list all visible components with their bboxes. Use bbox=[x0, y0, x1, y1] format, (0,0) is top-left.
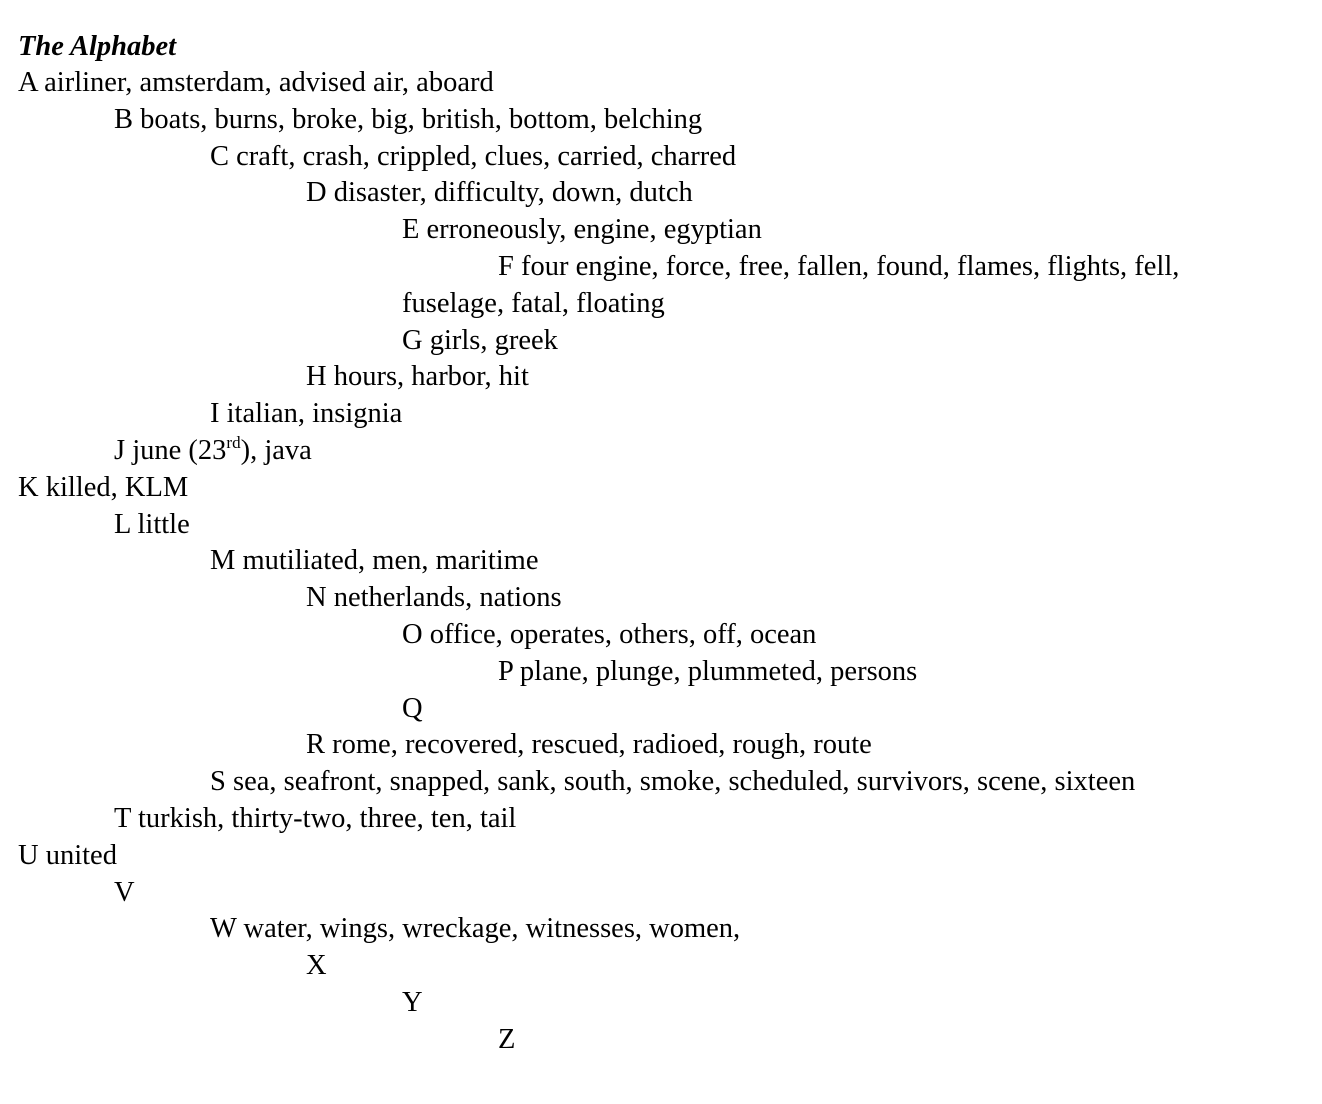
line-h: H hours, harbor, hit bbox=[306, 361, 529, 393]
line-x: X bbox=[306, 950, 327, 982]
line-y: Y bbox=[402, 986, 423, 1018]
line-j bbox=[18, 433, 1308, 470]
line-u: U united bbox=[18, 839, 117, 871]
line-i: I italian, insignia bbox=[210, 398, 403, 430]
line-c: C craft, crash, crippled, clues, carried, charred bbox=[210, 140, 737, 172]
line-m: M mutiliated, men, maritime bbox=[210, 545, 539, 577]
line-j-post: ), java bbox=[240, 434, 312, 466]
line-w: W water, wings, wreckage, witnesses, women, bbox=[210, 913, 741, 945]
line-v: V bbox=[114, 876, 135, 908]
line-k: K killed, KLM bbox=[18, 471, 189, 503]
line-o: O office, operates, others, off, ocean bbox=[402, 618, 817, 650]
line-t: T turkish, thirty-two, three, ten, tail bbox=[114, 802, 517, 834]
line-q: Q bbox=[402, 692, 423, 724]
line-f-continued: fuselage, fatal, floating bbox=[402, 287, 665, 319]
line-j-pre: J june (23 bbox=[114, 434, 227, 466]
line-p: P plane, plunge, plummeted, persons bbox=[498, 655, 918, 687]
line-g: G girls, greek bbox=[402, 324, 558, 356]
line-f: F four engine, force, free, fallen, found, flames, flights, fell, bbox=[498, 250, 1180, 282]
line-l: L little bbox=[114, 508, 190, 540]
line-r: R rome, recovered, rescued, radioed, rough, route bbox=[306, 729, 872, 761]
document-title: The Alphabet bbox=[18, 31, 177, 62]
line-e: E erroneously, engine, egyptian bbox=[402, 214, 762, 246]
document-body bbox=[18, 28, 1308, 1059]
line-j-superscript: rd bbox=[226, 432, 241, 452]
line-a: A airliner, amsterdam, advised air, aboard bbox=[18, 67, 494, 98]
line-n: N netherlands, nations bbox=[306, 582, 562, 614]
line-z: Z bbox=[498, 1023, 516, 1055]
line-s: S sea, seafront, snapped, sank, south, smoke, scheduled, survivors, scene, sixteen bbox=[210, 766, 1136, 798]
line-b: B boats, burns, broke, big, british, bottom, belching bbox=[114, 103, 703, 135]
line-d: D disaster, difficulty, down, dutch bbox=[306, 177, 693, 209]
